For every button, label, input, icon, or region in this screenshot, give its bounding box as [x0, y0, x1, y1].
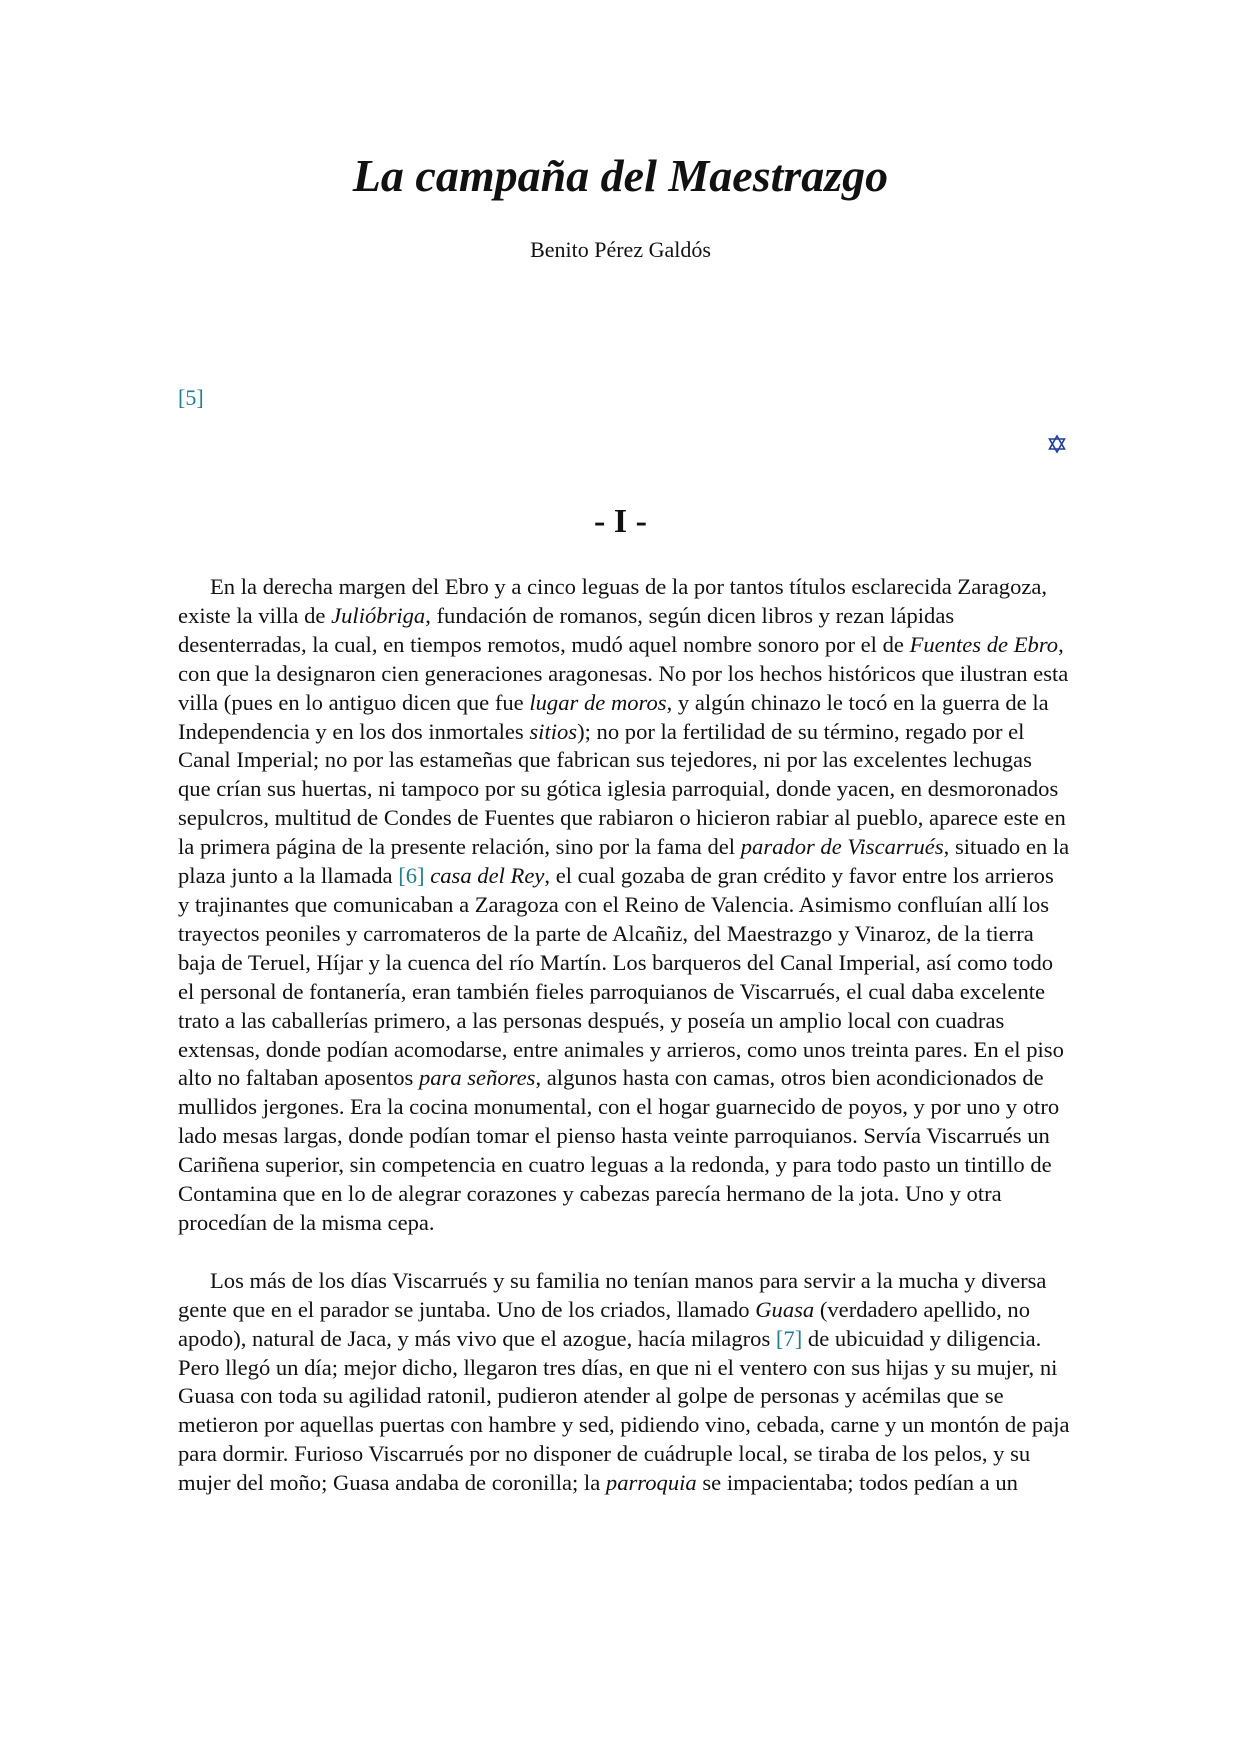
paragraph-2: Los más de los días Viscarrués y su familia no tenían manos para servir a la mucha y diversa gente que en el parador se juntaba. Uno de los criados, llamado Guasa (verdadero apellido, no apodo), natural de Jaca, y más vivo que el azogue, hacía milagros [7] de ubicuidad y diligencia. Pero llegó un día; mejor dicho, llegaron tres días, en que ni el ventero con sus hijas y su mujer, ni Guasa con toda su agilidad ratonil, pudieron atender al golpe de personas y acémilas que se metieron por aquellas puertas con hambre y sed, pidiendo vino, cebada, carne y un montón de paja para dormir. Furioso Viscarrués por no disponer de cuádruple local, se tiraba de los pelos, y su mujer del moño; Guasa andaba de coronilla; la parroquia se impacientaba; todos pedían a un [178, 1267, 1070, 1496]
page-marker-5[interactable]: [5] [178, 385, 204, 410]
author-name: Benito Pérez Galdós [530, 237, 711, 262]
star-of-david-icon [1047, 434, 1067, 454]
page-marker-7[interactable]: [7] [775, 1325, 803, 1351]
body-text [178, 573, 1070, 1527]
page-marker-6[interactable]: [6] [398, 863, 425, 889]
chapter-heading: - I - [594, 503, 647, 540]
document-title: La campaña del Maestrazgo [352, 150, 889, 201]
paragraph-1: En la derecha margen del Ebro y a cinco leguas de la por tantos títulos esclarecida Zaragoza, existe la villa de Julióbriga, fundación de romanos, según dicen libros y rezan lápidas desenterradas, la cual, en tiempos remotos, mudó aquel nombre sonoro por el de Fuentes de Ebro, con que la designaron cien generaciones aragonesas. No por los hechos históricos que ilustran esta villa (pues en lo antiguo dicen que fue lugar de moros, y algún chinazo le tocó en la guerra de la Independencia y en los dos inmortales sitios); no por la fertilidad de su término, regado por el Canal Imperial; no por las estameñas que fabrican sus tejedores, ni por las excelentes lechugas que crían sus huertas, ni tampoco por su gótica iglesia parroquial, donde yacen, en desmoronados sepulcros, multitud de Condes de Fuentes que rabiaron o hicieron rabiar al pueblo, aparece este en la primera página de la presente relación, sino por la fama del parador de Viscarrués, situado en la plaza junto a la llamada [6] casa del Rey, el cual gozaba de gran crédito y favor entre los arrieros y trajinantes que comunicaban a Zaragoza con el Reino de Valencia. Asimismo confluían allí los trayectos peoniles y carromateros de la parte de Alcañiz, del Maestrazgo y Vinaroz, de la tierra baja de Teruel, Híjar y la cuenca del río Martín. Los barqueros del Canal Imperial, así como todo el personal de fontanería, eran también fieles parroquianos de Viscarrués, el cual daba excelente trato a las caballerías primero, a las personas después, y poseía un amplio local con cuadras extensas, donde podían acomodarse, entre animales y arrieros, como unos treinta pares. En el piso alto no faltaban aposentos para señores, algunos hasta con camas, otros bien acondicionados de mullidos jergones. Era la cocina monumental, con el hogar guarnecido de poyos, y por uno y otro lado mesas largas, donde podían tomar el pienso hasta veinte parroquianos. Servía Viscarrués un Cariñena superior, sin competencia en cuatro leguas a la redonda, y para todo pasto un tintillo de Contamina que en lo de alegrar corazones y cabezas parecía hermano de la jota. Uno y otra procedían de la misma cepa. [178, 574, 1070, 1235]
